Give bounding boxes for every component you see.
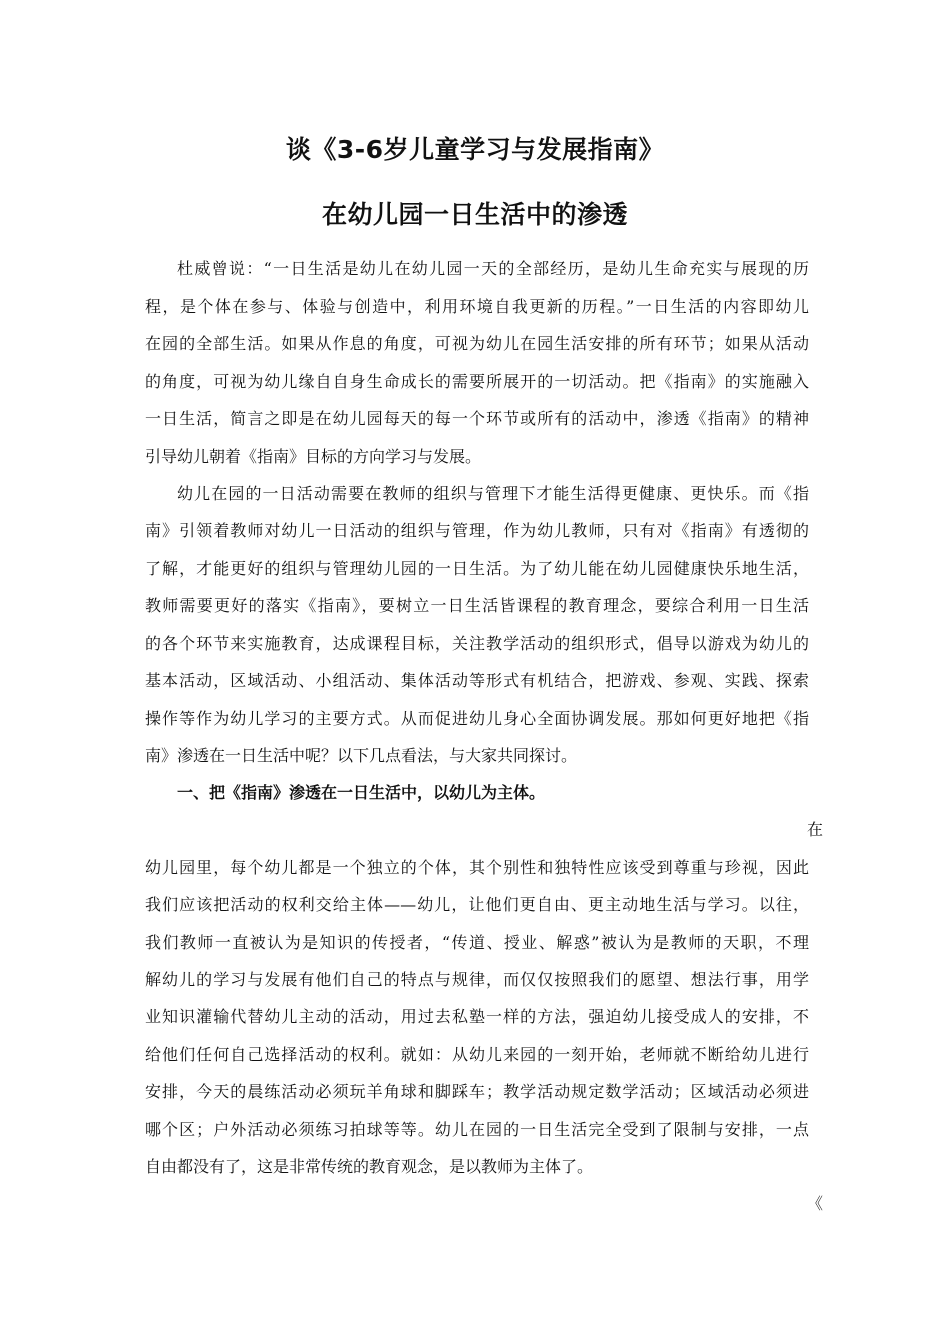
paragraph-line: 的角度，可视为幼儿缘自自身生命成长的需要所展开的一切活动。把《指南》的实施融入: [145, 372, 809, 391]
paragraph-line: 操作等作为幼儿学习的主要方式。从而促进幼儿身心全面协调发展。那如何更好地把《指: [145, 709, 809, 728]
paragraph-line: 引导幼儿朝着《指南》目标的方向学习与发展。: [145, 447, 482, 466]
paragraph-line: 我们应该把活动的权利交给主体——幼儿，让他们更自由、更主动地生活与学习。以往，: [145, 895, 809, 914]
trailing-char: 《: [806, 1194, 823, 1213]
paragraph-line: 南》引领着教师对幼儿一日活动的组织与管理，作为幼儿教师，只有对《指南》有透彻的: [145, 521, 809, 540]
paragraph-line: 程，是个体在参与、体验与创造中，利用环境自我更新的历程。”一日生活的内容即幼儿: [145, 297, 809, 316]
paragraph-line: 在园的全部生活。如果从作息的角度，可视为幼儿在园生活安排的所有环节；如果从活动: [145, 334, 809, 353]
paragraph-line: 了解，才能更好的组织与管理幼儿园的一日生活。为了幼儿能在幼儿园健康快乐地生活，: [145, 559, 809, 578]
paragraph-line: 业知识灌输代替幼儿主动的活动，用过去私塾一样的方法，强迫幼儿接受成人的安排，不: [145, 1007, 809, 1026]
paragraph-line: 教师需要更好的落实《指南》，要树立一日生活皆课程的教育理念，要综合利用一日生活: [145, 596, 809, 615]
paragraph-line: 安排，今天的晨练活动必须玩羊角球和脚踩车；教学活动规定数学活动；区域活动必须进: [145, 1082, 809, 1101]
document-title-line-1: 谈《3-6岁儿童学习与发展指南》: [285, 135, 665, 164]
paragraph-line: 自由都没有了，这是非常传统的教育观念，是以教师为主体了。: [145, 1157, 594, 1176]
paragraph-line: 给他们任何自己选择活动的权利。就如：从幼儿来园的一刻开始，老师就不断给幼儿进行: [145, 1045, 809, 1064]
paragraph-line: 幼儿园里，每个幼儿都是一个独立的个体，其个别性和独特性应该受到尊重与珍视，因此: [145, 858, 809, 877]
paragraph-line: 南》渗透在一日生活中呢？以下几点看法，与大家共同探讨。: [145, 746, 578, 765]
paragraph-line: 杜威曾说：“一日生活是幼儿在幼儿园一天的全部经历，是幼儿生命充实与展现的历: [177, 259, 809, 278]
paragraph-line: 基本活动，区域活动、小组活动、集体活动等形式有机结合，把游戏、参观、实践、探索: [145, 671, 809, 690]
document-title-line-2: 在幼儿园一日生活中的渗透: [321, 200, 628, 229]
paragraph-first-char: 在: [806, 820, 823, 839]
section-heading-1: 一、把《指南》渗透在一日生活中，以幼儿为主体。: [177, 783, 546, 802]
paragraph-line: 幼儿在园的一日活动需要在教师的组织与管理下才能生活得更健康、更快乐。而《指: [177, 484, 809, 503]
paragraph-line: 哪个区；户外活动必须练习拍球等等。幼儿在园的一日生活完全受到了限制与安排，一点: [145, 1120, 809, 1139]
paragraph-line: 解幼儿的学习与发展有他们自己的特点与规律，而仅仅按照我们的愿望、想法行事，用学: [145, 970, 809, 989]
paragraph-line: 的各个环节来实施教育，达成课程目标，关注教学活动的组织形式，倡导以游戏为幼儿的: [145, 634, 809, 653]
paragraph-line: 一日生活，简言之即是在幼儿园每天的每一个环节或所有的活动中，渗透《指南》的精神: [145, 409, 809, 428]
paragraph-line: 我们教师一直被认为是知识的传授者，“传道、授业、解惑”被认为是教师的天职，不理: [145, 933, 809, 952]
